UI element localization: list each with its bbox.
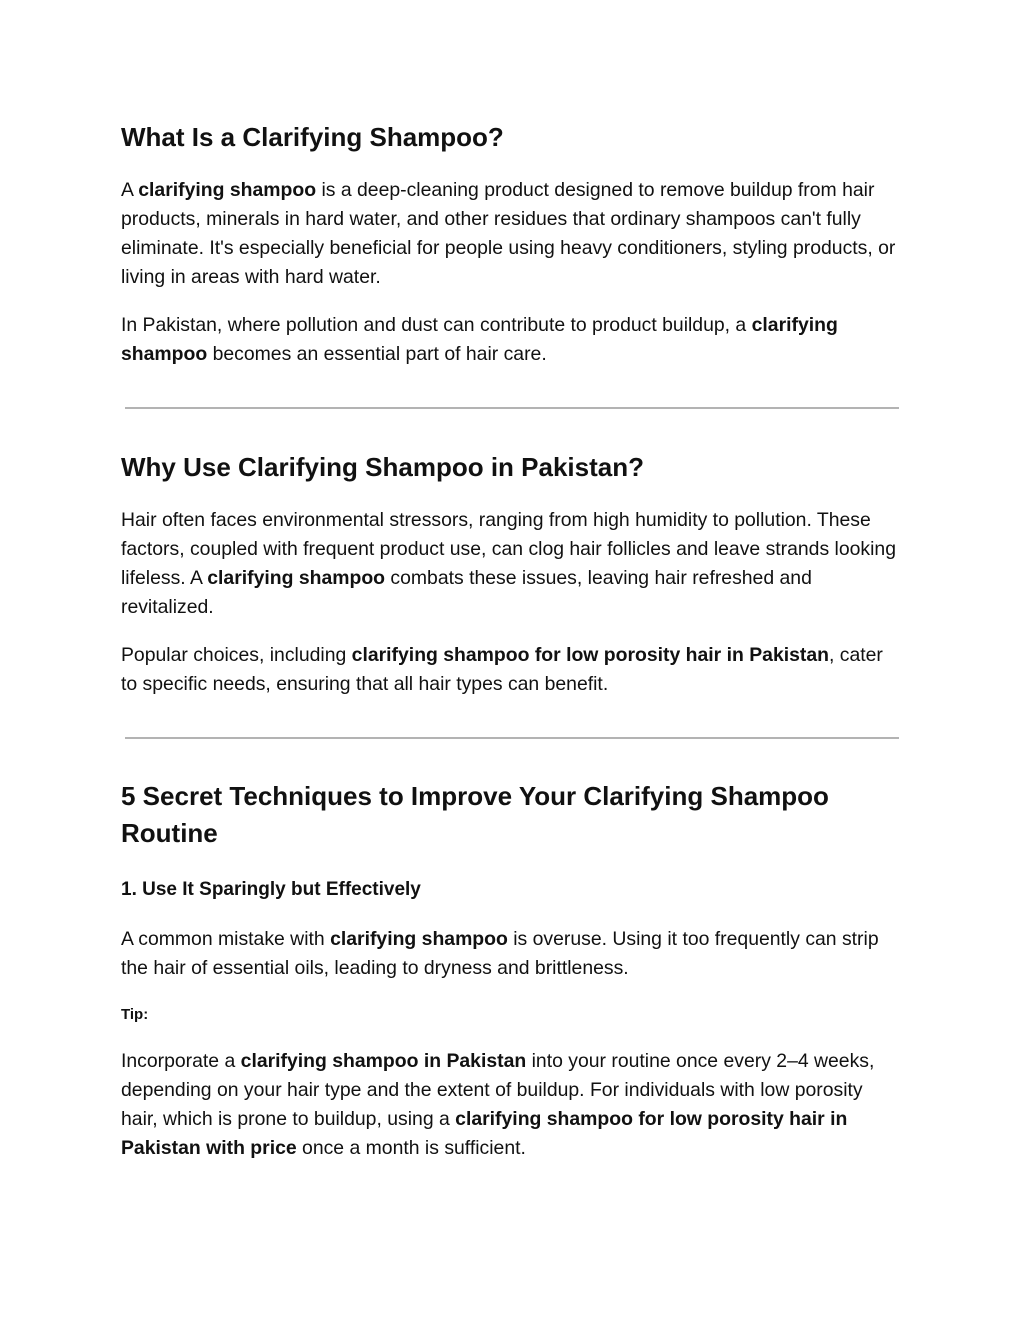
- paragraph-pakistan-context: In Pakistan, where pollution and dust can contribute to product buildup, a clarifying shampoo becomes an essential part of hair care.: [121, 314, 838, 365]
- section-divider: [125, 407, 899, 409]
- subheading-technique-1: 1. Use It Sparingly but Effectively: [121, 879, 421, 900]
- paragraph-environmental-stressors: Hair often faces environmental stressors, ranging from high humidity to pollution. These factors, coupled with frequent product use, can clog hair follicles and leave strands looking lifeless. A clarifying shampoo combats these issues, leaving hair refreshed and revitalized.: [121, 509, 896, 618]
- section-heading-what-is: What Is a Clarifying Shampoo?: [121, 122, 504, 152]
- bold-keyword: clarifying shampoo: [121, 314, 838, 365]
- bold-keyword: clarifying shampoo in Pakistan: [240, 1050, 527, 1072]
- bold-keyword: clarifying shampoo for low porosity hair in Pakistan: [351, 644, 829, 666]
- bold-keyword: clarifying shampoo: [138, 179, 317, 201]
- paragraph-tip-incorporate: Incorporate a clarifying shampoo in Pakistan into your routine once every 2–4 weeks, depending on your hair type and the extent of buildup. For individuals with low porosity hair, which is prone to buildup, using a clarifying shampoo for low porosity hair in Pakistan with price once a month is sufficient.: [121, 1050, 875, 1159]
- tip-label: Tip:: [121, 1006, 149, 1023]
- section-divider: [125, 737, 899, 739]
- bold-keyword: clarifying shampoo: [207, 567, 386, 589]
- bold-keyword: clarifying shampoo for low porosity hair in Pakistan with price: [121, 1108, 848, 1159]
- bold-keyword: clarifying shampoo: [330, 928, 508, 950]
- paragraph-popular-choices: Popular choices, including clarifying shampoo for low porosity hair in Pakistan, cater to specific needs, ensuring that all hair types can benefit.: [121, 644, 883, 695]
- paragraph-definition: A clarifying shampoo is a deep-cleaning product designed to remove buildup from hair products, minerals in hard water, and other residues that ordinary shampoos can't fully eliminate. It's especially beneficial for people using heavy conditioners, styling products, or living in areas with hard water.: [121, 179, 896, 288]
- paragraph-common-mistake: A common mistake with clarifying shampoo is overuse. Using it too frequently can strip the hair of essential oils, leading to dryness and brittleness.: [121, 928, 879, 979]
- section-heading-secret-techniques: 5 Secret Techniques to Improve Your Clarifying Shampoo Routine: [121, 781, 829, 848]
- section-heading-why-use: Why Use Clarifying Shampoo in Pakistan?: [121, 452, 644, 482]
